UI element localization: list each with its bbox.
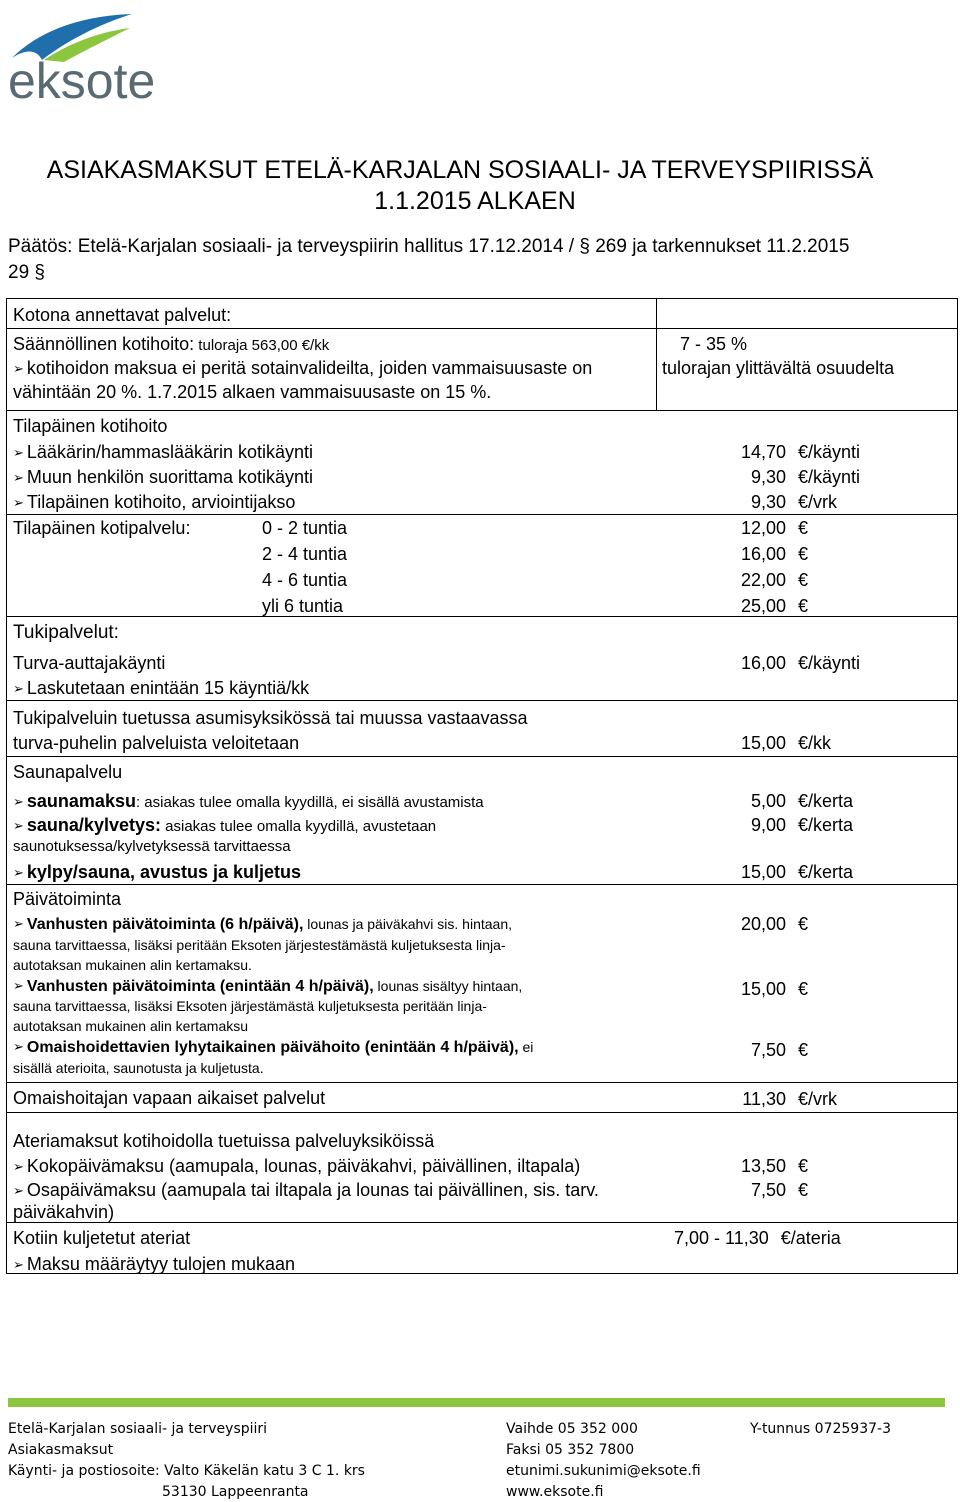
footer-phone: Vaihde 05 352 000 <box>506 1421 638 1437</box>
table-rule <box>6 1082 958 1083</box>
regular-text: tuloraja 563,00 €/kk <box>194 337 330 354</box>
temp-item-label: Muun henkilön suorittama kotikäynti <box>26 467 314 487</box>
arrow-bullet-icon: ➢ <box>13 1159 24 1174</box>
page-title-line2: 1.1.2015 ALKAEN <box>374 187 576 215</box>
arrow-bullet-icon: ➢ <box>13 495 24 510</box>
meals-heading: Ateriamaksut kotihoidolla tuetuissa palveluyksiköissä <box>13 1131 435 1151</box>
price-value: 15,00 <box>740 862 786 882</box>
arrow-bullet-icon: ➢ <box>13 361 24 376</box>
day-item-text: lounas ja päiväkahvi sis. hintaan, <box>303 916 512 932</box>
sauna-item <box>13 862 301 883</box>
carer-price <box>706 1089 837 1110</box>
price-unit: €/kk <box>798 733 832 753</box>
service-price <box>706 544 808 565</box>
price-value: 9,00 <box>750 815 786 835</box>
regular-home-care <box>13 334 329 355</box>
turva-price <box>706 653 860 674</box>
temp-item <box>13 467 313 488</box>
price-unit: € <box>798 570 809 590</box>
temp-service-label: Tilapäinen kotipalvelu: <box>13 518 191 538</box>
price-value: 9,30 <box>750 467 786 487</box>
price-value: 14,70 <box>740 442 786 462</box>
table-rule <box>6 328 958 329</box>
day-item-bold: Vanhusten päivätoiminta (6 h/päivä), <box>26 916 304 933</box>
arrow-bullet-icon: ➢ <box>13 916 24 931</box>
price-unit: €/käynti <box>798 653 861 673</box>
temp-item-label: Lääkärin/hammaslääkärin kotikäynti <box>26 442 314 462</box>
day-item-bold: Vanhusten päivätoiminta (enintään 4 h/päivä), <box>26 978 374 995</box>
sauna-item <box>13 815 436 836</box>
regular-note1-text: kotihoidon maksua ei peritä sotainvalideilta, joiden vammaisuusaste on <box>26 358 593 378</box>
sauna-price <box>706 791 853 812</box>
temp-price <box>706 467 860 488</box>
temp-service-row: 0 - 2 tuntia <box>262 518 348 538</box>
table-divider <box>656 298 657 410</box>
price-value: 22,00 <box>740 570 786 590</box>
sauna-item-bold: saunamaksu <box>26 791 136 811</box>
day-item-bold: Omaishoidettavien lyhytaikainen päivähoito (enintään 4 h/päivä), <box>26 1039 519 1056</box>
day-price <box>706 979 808 1000</box>
footer-business-id: Y-tunnus 0725937-3 <box>750 1421 891 1437</box>
price-unit: € <box>798 596 809 616</box>
table-rule <box>6 756 958 757</box>
price-unit: €/vrk <box>798 1089 838 1109</box>
table-rule <box>6 884 958 885</box>
price-unit: €/kerta <box>798 862 854 882</box>
footer-postal: 53130 Lappeenranta <box>162 1484 309 1500</box>
day-heading: Päivätoiminta <box>13 889 122 909</box>
meals-item-text: Osapäivämaksu (aamupala tai iltapala ja lounas tai päivällinen, sis. tarv. <box>26 1180 599 1200</box>
table-rule <box>6 514 958 515</box>
price-value: 25,00 <box>740 596 786 616</box>
temp-service-row: yli 6 tuntia <box>262 596 344 616</box>
price-value: 11,30 <box>742 1089 786 1109</box>
home-heading: Kotona annettavat palvelut: <box>13 305 232 325</box>
price-value: 7,50 <box>750 1040 786 1060</box>
footer-fax: Faksi 05 352 7800 <box>506 1442 635 1458</box>
price-value: 5,00 <box>750 791 786 811</box>
temp-price <box>706 442 860 463</box>
sauna-item-line2: saunotuksessa/kylvetyksessä tarvittaessa <box>13 838 291 855</box>
price-value: 13,50 <box>740 1156 786 1176</box>
sauna-item-bold: sauna/kylvetys: <box>26 815 161 835</box>
delivered-note-text: Maksu määräytyy tulojen mukaan <box>26 1254 296 1274</box>
day-item-text: lounas sisältyy hintaan, <box>373 978 523 994</box>
meals-price <box>706 1180 808 1201</box>
price-unit: € <box>798 1180 809 1200</box>
turva-note <box>13 678 309 699</box>
arrow-bullet-icon: ➢ <box>13 794 24 809</box>
decision-line2: 29 § <box>8 262 45 283</box>
decision-line1: Päätös: Etelä-Karjalan sosiaali- ja terveyspiirin hallitus 17.12.2014 / § 269 ja tarkennukset 11.2.2015 <box>8 236 850 257</box>
meals-item-line2: päiväkahvin) <box>13 1202 115 1222</box>
price-unit: €/ateria <box>780 1228 841 1248</box>
table-rule <box>6 700 958 701</box>
arrow-bullet-icon: ➢ <box>13 978 24 993</box>
price-value: 20,00 <box>740 914 786 934</box>
meals-price <box>706 1156 808 1177</box>
arrow-bullet-icon: ➢ <box>13 470 24 485</box>
service-price <box>706 570 808 591</box>
regular-price-note: tulorajan ylittävältä osuudelta <box>662 358 895 378</box>
delivered-price <box>674 1228 841 1249</box>
sauna-price <box>706 815 853 836</box>
arrow-bullet-icon: ➢ <box>13 445 24 460</box>
day-item <box>13 1039 533 1057</box>
price-unit: €/vrk <box>798 492 838 512</box>
arrow-bullet-icon: ➢ <box>13 865 24 880</box>
price-value: 15,00 <box>740 733 786 753</box>
price-value: 12,00 <box>740 518 786 538</box>
day-item-text: ei <box>518 1039 534 1055</box>
eksote-logo <box>8 10 158 110</box>
footer-website[interactable]: www.eksote.fi <box>506 1484 604 1500</box>
phone-line1: Tukipalveluin tuetussa asumisyksikössä tai muussa vastaavassa <box>13 708 528 728</box>
sauna-item <box>13 791 484 812</box>
meals-item <box>13 1180 599 1201</box>
temp-heading: Tilapäinen kotihoito <box>13 416 168 436</box>
day-price <box>706 1040 808 1061</box>
day-item <box>13 978 522 996</box>
day-item-line3: autotaksan mukainen alin kertamaksu. <box>13 957 252 973</box>
sauna-item-text: asiakas tulee omalla kyydillä, avustetaan <box>160 818 437 835</box>
price-value: 7,00 - 11,30 <box>674 1228 769 1248</box>
arrow-bullet-icon: ➢ <box>13 1183 24 1198</box>
meals-item-text: Kokopäivämaksu (aamupala, lounas, päiväkahvi, päivällinen, iltapala) <box>26 1156 581 1176</box>
regular-price: 7 - 35 % <box>680 334 748 354</box>
sauna-price <box>706 862 853 883</box>
temp-item <box>13 442 313 463</box>
sauna-item-text: : asiakas tulee omalla kyydillä, ei sisällä avustamista <box>135 794 484 811</box>
temp-item-label: Tilapäinen kotihoito, arviointijakso <box>26 492 296 512</box>
price-unit: € <box>798 914 809 934</box>
regular-label: Säännöllinen kotihoito: <box>13 334 195 354</box>
price-unit: €/käynti <box>798 442 861 462</box>
table-rule <box>6 1112 958 1113</box>
support-heading: Tukipalvelut: <box>13 622 119 643</box>
footer-org: Etelä-Karjalan sosiaali- ja terveyspiiri <box>8 1421 268 1437</box>
temp-item <box>13 492 295 513</box>
price-unit: € <box>798 1156 809 1176</box>
delivered-note <box>13 1254 295 1275</box>
price-unit: € <box>798 1040 809 1060</box>
price-value: 16,00 <box>740 653 786 673</box>
arrow-bullet-icon: ➢ <box>13 681 24 696</box>
meals-item <box>13 1156 580 1177</box>
carer-label: Omaishoitajan vapaan aikaiset palvelut <box>13 1088 326 1108</box>
turva-label: Turva-auttajakäynti <box>13 653 166 673</box>
temp-service-row: 4 - 6 tuntia <box>262 570 348 590</box>
temp-price <box>706 492 837 513</box>
price-unit: € <box>798 979 809 999</box>
footer-dept: Asiakasmaksut <box>8 1442 114 1458</box>
day-item <box>13 916 512 934</box>
price-value: 15,00 <box>740 979 786 999</box>
price-unit: € <box>798 518 809 538</box>
price-unit: €/käynti <box>798 467 861 487</box>
table-rule <box>6 1222 958 1223</box>
phone-line2: turva-puhelin palveluista veloitetaan <box>13 733 300 753</box>
table-rule <box>6 410 958 411</box>
day-item-line2: sisällä aterioita, saunotusta ja kuljetusta. <box>13 1060 264 1076</box>
day-item-line3: autotaksan mukainen alin kertamaksu <box>13 1018 249 1034</box>
price-unit: €/kerta <box>798 791 854 811</box>
sauna-item-bold: kylpy/sauna, avustus ja kuljetus <box>26 862 302 882</box>
price-value: 7,50 <box>750 1180 786 1200</box>
page-title-line1: ASIAKASMAKSUT ETELÄ-KARJALAN SOSIAALI- JA TERVEYSPIIRISSÄ <box>46 156 874 184</box>
day-price <box>706 914 808 935</box>
arrow-bullet-icon: ➢ <box>13 818 24 833</box>
regular-note-line2: vähintään 20 %. 1.7.2015 alkaen vammaisuusaste on 15 %. <box>13 382 492 402</box>
phone-price <box>706 733 831 754</box>
delivered-heading: Kotiin kuljetetut ateriat <box>13 1228 191 1248</box>
price-value: 9,30 <box>750 492 786 512</box>
footer-accent-bar <box>8 1398 945 1407</box>
arrow-bullet-icon: ➢ <box>13 1257 24 1272</box>
arrow-bullet-icon: ➢ <box>13 1039 24 1054</box>
price-unit: €/kerta <box>798 815 854 835</box>
sauna-heading: Saunapalvelu <box>13 762 123 782</box>
turva-note-text: Laskutetaan enintään 15 käyntiä/kk <box>26 678 310 698</box>
price-value: 16,00 <box>740 544 786 564</box>
service-price <box>706 596 808 617</box>
footer-address: Käynti- ja postiosoite: Valto Käkelän katu 3 C 1. krs <box>8 1463 365 1479</box>
table-rule <box>6 616 958 617</box>
logo-text: eksote <box>8 53 156 109</box>
day-item-line2: sauna tarvittaessa, lisäksi Eksoten järjestämästä kuljetuksesta peritään linja- <box>13 998 487 1014</box>
service-price <box>706 518 808 539</box>
regular-note-line1 <box>13 358 592 379</box>
day-item-line2: sauna tarvittaessa, lisäksi peritään Eksoten järjestestämästä kuljetuksesta linja- <box>13 937 506 953</box>
footer-email[interactable]: etunimi.sukunimi@eksote.fi <box>506 1463 701 1479</box>
price-unit: € <box>798 544 809 564</box>
temp-service-row: 2 - 4 tuntia <box>262 544 348 564</box>
